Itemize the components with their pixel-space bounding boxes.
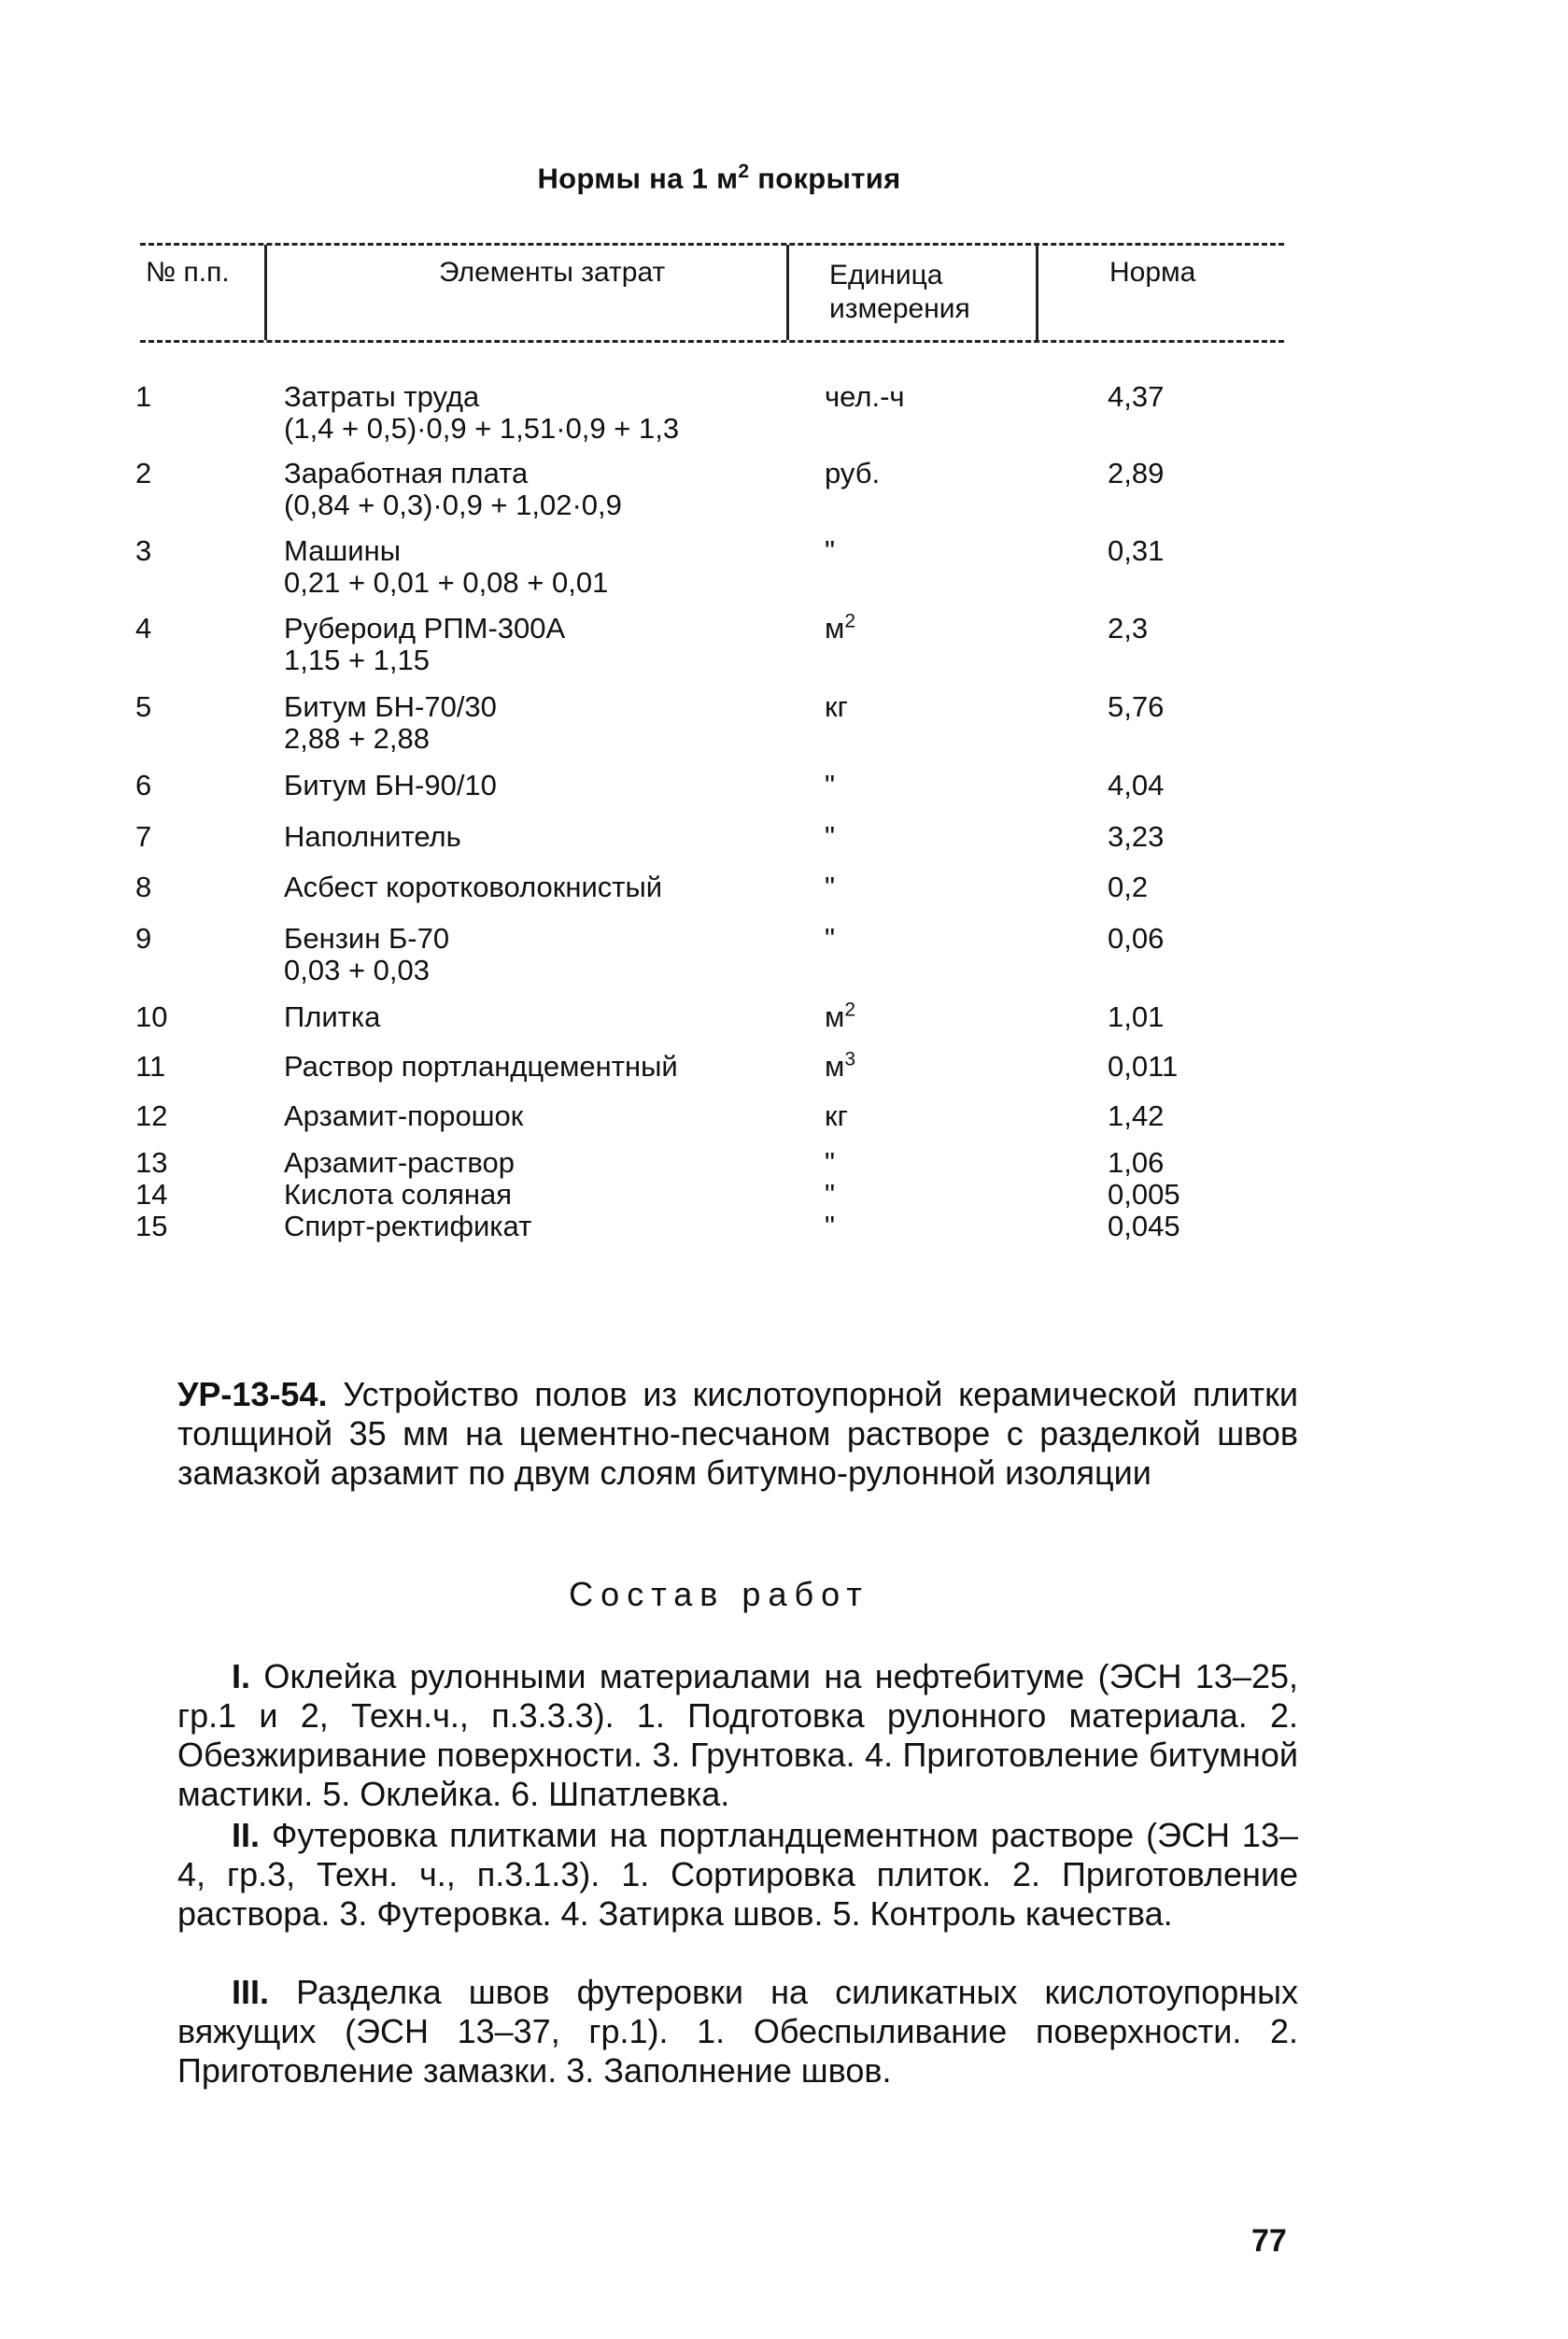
row-unit xyxy=(825,381,905,413)
row-element xyxy=(284,872,807,903)
row-unit-text: " xyxy=(825,534,836,567)
row-unit xyxy=(825,1147,835,1179)
row-element xyxy=(284,458,807,521)
row-element xyxy=(284,691,807,755)
row-element-name: Битум БН-70/30 xyxy=(284,690,497,723)
row-number: 14 xyxy=(135,1178,168,1211)
row-unit xyxy=(825,610,855,645)
row-unit-superscript: 2 xyxy=(844,999,855,1021)
row-element xyxy=(284,535,807,599)
row-element-name: Заработная плата xyxy=(284,457,529,489)
header-unit-line1: Единица xyxy=(829,260,943,291)
row-element-name: Машины xyxy=(284,534,401,567)
row-norm: 5,76 xyxy=(1108,690,1165,723)
row-element-name: Затраты труда xyxy=(284,380,480,413)
task-paragraph xyxy=(177,1375,1298,1493)
row-calculation: (1,4 + 0,5)·0,9 + 1,51·0,9 + 1,3 xyxy=(284,412,680,445)
work-item-text: Разделка швов футеровки на силикатных кислотоупорных вяжущих (ЭСН 13–37, гр.1). 1. Обеспыливание поверхности. 2. Приготовление замазки. 3. Заполнение швов. xyxy=(177,1973,1298,2090)
row-unit-text: руб. xyxy=(825,457,881,489)
row-unit xyxy=(825,770,835,801)
row-unit-text: м xyxy=(825,1000,845,1033)
work-item-text: Футеровка плитками на портландцементном растворе (ЭСН 13–4, гр.3, Техн. ч., п.3.1.3). 1. Сортировка плиток. 2. Приготовление раствора. 3. Футеровка. 4. Затирка швов. 5. Контроль качества. xyxy=(177,1816,1298,1933)
table-header-bottom-rule xyxy=(140,340,1284,343)
work-item xyxy=(177,1816,1298,1934)
row-element-name: Наполнитель xyxy=(284,820,461,853)
row-element xyxy=(284,613,807,676)
row-unit-text: " xyxy=(825,769,836,801)
row-unit xyxy=(825,458,880,489)
column-divider xyxy=(786,245,789,340)
row-element xyxy=(284,1179,807,1211)
row-norm: 0,06 xyxy=(1108,922,1165,955)
row-unit-text: м xyxy=(825,1050,845,1083)
task-text: Устройство полов из кислотоупорной керамической плитки толщиной 35 мм на цементно-песчаном растворе с разделкой швов замазкой арзамит по двум слоям битумно-рулонной изоляции xyxy=(177,1375,1298,1492)
row-unit xyxy=(825,535,835,567)
row-number: 10 xyxy=(135,1000,168,1033)
row-number: 15 xyxy=(135,1210,168,1242)
header-norm: Норма xyxy=(1109,257,1196,288)
row-unit-text: кг xyxy=(825,1099,848,1132)
row-element-name: Кислота соляная xyxy=(284,1178,513,1211)
row-unit-superscript: 3 xyxy=(844,1048,855,1070)
row-norm: 1,01 xyxy=(1108,1000,1165,1033)
row-element-name: Раствор портландцементный xyxy=(284,1050,678,1083)
table-top-rule xyxy=(140,243,1284,246)
row-element-name: Бензин Б-70 xyxy=(284,922,450,955)
row-norm: 0,011 xyxy=(1108,1050,1179,1083)
row-unit xyxy=(825,1100,848,1132)
row-unit xyxy=(825,872,835,903)
row-element-name: Спирт-ректификат xyxy=(284,1210,532,1242)
work-item-text: Оклейка рулонными материалами на нефтебитуме (ЭСН 13–25, гр.1 и 2, Техн.ч., п.3.3.3). 1. Подготовка рулонного материала. 2. Обезжиривание поверхности. 3. Грунтовка. 4. Приготовление битумной мастики. 5. Оклейка. 6. Шпатлевка. xyxy=(177,1657,1298,1813)
header-unit-line2: измерения xyxy=(829,293,970,324)
row-calculation: 0,03 + 0,03 xyxy=(284,954,430,986)
row-norm: 4,04 xyxy=(1108,769,1165,801)
row-norm: 4,37 xyxy=(1108,380,1165,413)
row-number: 3 xyxy=(135,534,152,567)
row-calculation: 1,15 + 1,15 xyxy=(284,644,430,676)
row-unit xyxy=(825,1211,835,1242)
header-num: № п.п. xyxy=(146,257,230,288)
row-number: 6 xyxy=(135,769,152,801)
row-element-name: Арзамит-раствор xyxy=(284,1146,515,1179)
row-number: 9 xyxy=(135,922,152,955)
row-unit xyxy=(825,1048,855,1083)
row-number: 4 xyxy=(135,612,152,645)
row-number: 8 xyxy=(135,871,152,903)
row-norm: 2,89 xyxy=(1108,457,1165,489)
row-element xyxy=(284,1211,807,1242)
row-number: 7 xyxy=(135,820,152,853)
row-norm: 0,2 xyxy=(1108,871,1149,903)
section-heading: Состав работ xyxy=(569,1575,869,1613)
row-element-name: Плитка xyxy=(284,1000,381,1033)
row-unit xyxy=(825,1179,835,1211)
row-element-name: Рубероид РПМ-300А xyxy=(284,612,566,645)
row-unit-text: " xyxy=(825,871,836,903)
row-element xyxy=(284,821,807,853)
row-element xyxy=(284,770,807,801)
row-calculation: 2,88 + 2,88 xyxy=(284,722,430,755)
row-element xyxy=(284,1051,807,1083)
row-unit-superscript: 2 xyxy=(844,610,855,632)
page-number: 77 xyxy=(1251,2223,1287,2259)
row-number: 13 xyxy=(135,1146,168,1179)
task-code: УР-13-54. xyxy=(177,1375,328,1413)
row-unit-text: " xyxy=(825,1178,836,1211)
column-divider xyxy=(264,245,267,340)
table-title-superscript: 2 xyxy=(738,161,750,182)
work-item xyxy=(177,1973,1298,2091)
row-element-name: Арзамит-порошок xyxy=(284,1099,524,1132)
row-unit-text: м xyxy=(825,612,845,645)
row-element xyxy=(284,1001,807,1033)
row-unit xyxy=(825,923,835,955)
table-title-tail: покрытия xyxy=(749,162,901,195)
row-unit xyxy=(825,691,848,723)
row-unit-text: " xyxy=(825,1210,836,1242)
row-unit xyxy=(825,1001,855,1033)
row-unit-text: " xyxy=(825,922,836,955)
row-norm: 0,005 xyxy=(1108,1178,1180,1211)
row-unit-text: " xyxy=(825,1146,836,1179)
row-element-name: Асбест коротковолокнистый xyxy=(284,871,663,903)
row-calculation: (0,84 + 0,3)·0,9 + 1,02·0,9 xyxy=(284,489,622,521)
row-number: 5 xyxy=(135,690,152,723)
row-number: 12 xyxy=(135,1099,168,1132)
work-item-marker: II. xyxy=(232,1816,261,1854)
row-norm: 0,045 xyxy=(1108,1210,1180,1242)
row-element xyxy=(284,923,807,986)
table-title xyxy=(0,161,1438,195)
work-item xyxy=(177,1657,1298,1814)
row-number: 1 xyxy=(135,380,152,413)
row-element-name: Битум БН-90/10 xyxy=(284,769,497,801)
work-item-marker: I. xyxy=(232,1657,251,1695)
row-norm: 0,31 xyxy=(1108,534,1165,567)
work-item-marker: III. xyxy=(232,1973,270,2011)
row-unit-text: кг xyxy=(825,690,848,723)
row-unit-text: " xyxy=(825,820,836,853)
row-unit xyxy=(825,821,835,853)
row-element xyxy=(284,381,807,445)
row-calculation: 0,21 + 0,01 + 0,08 + 0,01 xyxy=(284,566,609,599)
row-norm: 1,42 xyxy=(1108,1099,1165,1132)
row-norm: 1,06 xyxy=(1108,1146,1165,1179)
header-elements: Элементы затрат xyxy=(439,257,666,288)
table-title-text: Нормы на 1 м xyxy=(537,162,739,195)
row-unit-text: чел.-ч xyxy=(825,380,905,413)
row-number: 11 xyxy=(135,1050,166,1083)
row-norm: 2,3 xyxy=(1108,612,1149,645)
row-norm: 3,23 xyxy=(1108,820,1165,853)
row-number: 2 xyxy=(135,457,152,489)
column-divider xyxy=(1036,245,1038,340)
row-element xyxy=(284,1147,807,1179)
row-element xyxy=(284,1100,807,1132)
